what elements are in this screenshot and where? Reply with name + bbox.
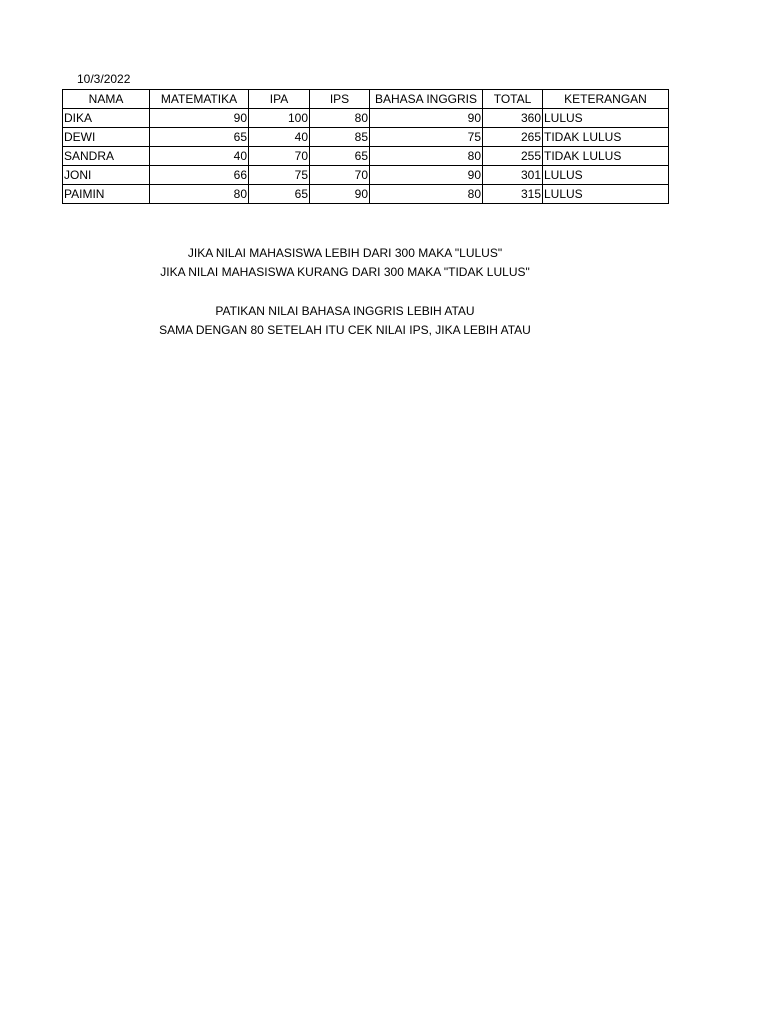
col-header-ips: IPS — [310, 90, 370, 109]
cell-ips: 65 — [310, 147, 370, 166]
table-row — [63, 128, 669, 147]
cell-bahasa-inggris: 75 — [370, 128, 483, 147]
cell-bahasa-inggris: 80 — [370, 185, 483, 204]
cell-keterangan: TIDAK LULUS — [543, 128, 669, 147]
cell-matematika: 65 — [150, 128, 249, 147]
cell-nama: DIKA — [63, 109, 150, 128]
date-label: 10/3/2022 — [77, 72, 131, 86]
cell-nama: JONI — [63, 166, 150, 185]
cell-nama: PAIMIN — [63, 185, 150, 204]
col-header-keterangan: KETERANGAN — [543, 90, 669, 109]
cell-nama: SANDRA — [63, 147, 150, 166]
cell-ips: 70 — [310, 166, 370, 185]
table-row — [63, 166, 669, 185]
instruction-line-1: PATIKAN NILAI BAHASA INGGRIS LEBIH ATAU — [215, 304, 475, 318]
col-header-ipa: IPA — [249, 90, 310, 109]
cell-ips: 85 — [310, 128, 370, 147]
cell-keterangan: LULUS — [543, 166, 669, 185]
rule-notes — [0, 244, 690, 282]
instruction-notes — [0, 302, 690, 340]
cell-ipa: 100 — [249, 109, 310, 128]
grades-table — [62, 89, 669, 204]
cell-total: 265 — [483, 128, 543, 147]
cell-total: 315 — [483, 185, 543, 204]
cell-matematika: 80 — [150, 185, 249, 204]
instruction-line-2: SAMA DENGAN 80 SETELAH ITU CEK NILAI IPS, JIKA LEBIH ATAU — [159, 323, 531, 337]
cell-keterangan: LULUS — [543, 109, 669, 128]
col-header-nama: NAMA — [63, 90, 150, 109]
cell-keterangan: TIDAK LULUS — [543, 147, 669, 166]
cell-total: 360 — [483, 109, 543, 128]
table-row — [63, 109, 669, 128]
table-row — [63, 147, 669, 166]
cell-matematika: 90 — [150, 109, 249, 128]
cell-bahasa-inggris: 80 — [370, 147, 483, 166]
table-header-row — [63, 90, 669, 109]
cell-total: 255 — [483, 147, 543, 166]
cell-ips: 90 — [310, 185, 370, 204]
cell-ipa: 65 — [249, 185, 310, 204]
cell-ipa: 70 — [249, 147, 310, 166]
cell-keterangan: LULUS — [543, 185, 669, 204]
cell-total: 301 — [483, 166, 543, 185]
rule-lulus-text: JIKA NILAI MAHASISWA LEBIH DARI 300 MAKA "LULUS" — [187, 246, 503, 260]
cell-matematika: 66 — [150, 166, 249, 185]
table-row — [63, 185, 669, 204]
cell-ipa: 75 — [249, 166, 310, 185]
cell-bahasa-inggris: 90 — [370, 166, 483, 185]
rule-tidak-lulus-text: JIKA NILAI MAHASISWA KURANG DARI 300 MAKA "TIDAK LULUS" — [160, 265, 530, 279]
col-header-bahasa-inggris: BAHASA INGGRIS — [370, 90, 483, 109]
cell-ipa: 40 — [249, 128, 310, 147]
cell-ips: 80 — [310, 109, 370, 128]
cell-bahasa-inggris: 90 — [370, 109, 483, 128]
cell-nama: DEWI — [63, 128, 150, 147]
cell-matematika: 40 — [150, 147, 249, 166]
col-header-matematika: MATEMATIKA — [150, 90, 249, 109]
col-header-total: TOTAL — [483, 90, 543, 109]
